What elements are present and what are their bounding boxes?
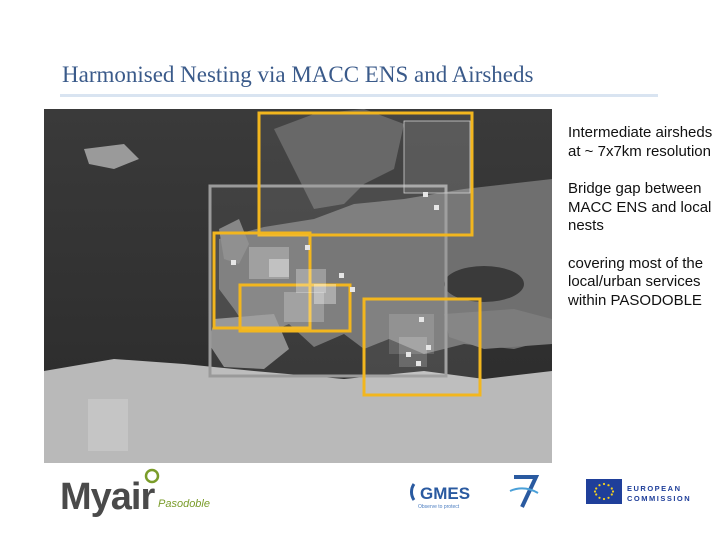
eu-label-line1: EUROPEAN xyxy=(627,484,682,493)
black-sea xyxy=(444,266,524,302)
local-nest xyxy=(399,337,427,367)
city-marker xyxy=(339,273,344,278)
city-marker xyxy=(350,287,355,292)
gmes-logo-text: GMES xyxy=(420,484,471,503)
city-marker xyxy=(305,245,310,250)
city-marker xyxy=(434,205,439,210)
city-marker xyxy=(231,260,236,265)
eu-commission-label xyxy=(627,484,691,504)
city-marker xyxy=(416,361,421,366)
satellite-map xyxy=(44,109,552,463)
pasodoble-label: Pasodoble xyxy=(158,498,210,510)
local-nest xyxy=(88,399,128,451)
city-marker xyxy=(426,345,431,350)
title-underline xyxy=(60,94,658,97)
local-nest xyxy=(269,259,289,277)
bullet-item: Intermediate airsheds at ~ 7x7km resolution xyxy=(568,124,713,160)
fp7-logo xyxy=(502,471,546,515)
slide-title: Harmonised Nesting via MACC ENS and Airsheds xyxy=(62,62,534,87)
map-graphic xyxy=(44,109,552,463)
bullet-list xyxy=(568,124,714,329)
gmes-sub-text: Observe to protect xyxy=(418,504,460,510)
eu-stars xyxy=(586,479,622,504)
myair-logo-text: Myair xyxy=(60,476,155,518)
city-marker xyxy=(406,352,411,357)
city-marker xyxy=(419,317,424,322)
eu-flag-icon xyxy=(586,479,622,504)
city-marker xyxy=(423,192,428,197)
local-nest xyxy=(314,284,336,304)
bullet-item: Bridge gap between MACC ENS and local nests xyxy=(568,180,712,234)
eu-label-line2: COMMISSION xyxy=(627,494,692,503)
bullet-item: covering most of the local/urban services within PASODOBLE xyxy=(568,254,704,309)
local-nest xyxy=(404,121,470,193)
